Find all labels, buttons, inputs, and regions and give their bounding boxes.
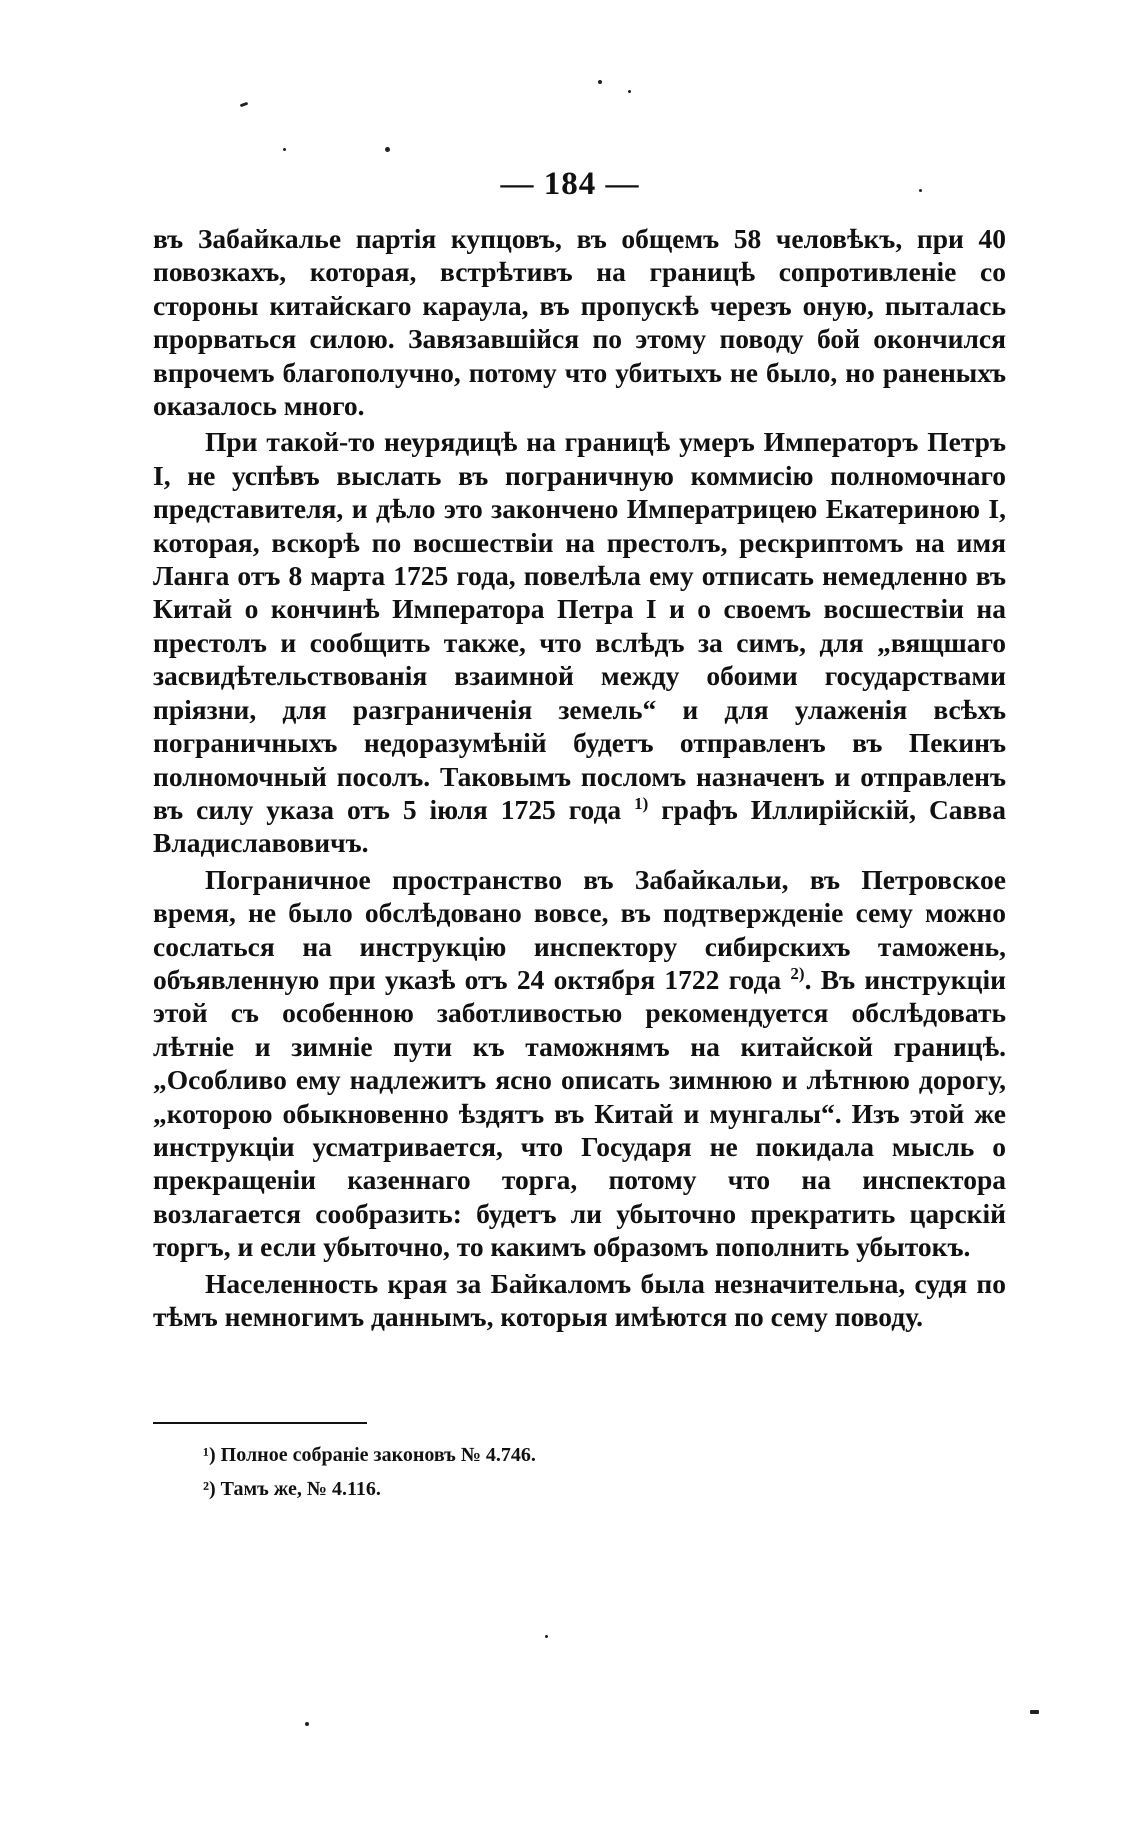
- paragraph-2-text-end: графъ Иллирійскій, Савва Владиславовичъ.: [153, 793, 1007, 859]
- scan-speck: [283, 148, 286, 151]
- scan-speck: [305, 1722, 309, 1726]
- scan-speck: [385, 147, 390, 152]
- paragraph-4-text: Населенность края за Байкаломъ была незначительна, судя по тѣмъ немногимъ даннымъ, которыя имѣются по сему поводу.: [153, 1267, 1006, 1332]
- paragraph-2-text: При такой-то неурядицѣ на границѣ умеръ Императоръ Петръ I, не успѣвъ выслать въ пограничную коммисію полномочнаго представителя, и дѣло это закончено Императрицею Екатериною I, которая, вскорѣ по восшествіи на престолъ, рескриптомъ на имя Ланга отъ 8 марта 1725 года, повелѣла ему отписать немедленно въ Китай о кончинѣ Императора Петра I и о своемъ восшествіи на престолъ и сообщить также, что вслѣдъ за симъ, для „вящшаго засвидѣтельствованія взаимной между обоими государствами пріязни, для разграниченія земель“ и для улаженія всѣхъ пограничныхъ недоразумѣній будетъ отправленъ въ Пекинъ полномочный посолъ. Таковымъ посломъ назначенъ и отправленъ въ силу указа отъ 5 іюля 1725 года: [153, 426, 1006, 825]
- footnotes: [203, 1438, 963, 1506]
- paragraph-3-text-end: . Въ инструкціи этой съ особенною заботливостью рекомендуется обслѣдовать лѣтніе и зимніе пути къ таможнямъ на китайской границѣ. „Особливо ему надлежитъ ясно описать зимнюю и лѣтнюю дорогу, „которою обыкновенно ѣздятъ въ Китай и мунгалы“. Изъ этой же инструкціи усматривается, что Государя не покидала мысль о прекращеніи казеннаго торга, потому что на инспектора возлагается сообразить: будетъ ли убыточно прекратить царскій торгъ, и если убыточно, то какимъ образомъ пополнить убытокъ.: [153, 963, 1006, 1263]
- scan-speck: [919, 189, 922, 192]
- footnote-2: ²) Тамъ же, № 4.116.: [203, 1478, 381, 1500]
- paragraph-4: [153, 1267, 1006, 1334]
- scan-speck: [545, 1635, 548, 1638]
- footnote-ref-1: 1): [634, 793, 649, 813]
- paragraph-2: [153, 425, 1006, 859]
- paragraph-3: [153, 863, 1006, 1264]
- scan-speck: [598, 80, 602, 84]
- footnote-1: ¹) Полное собраніе законовъ № 4.746.: [203, 1444, 536, 1466]
- scan-speck: [1030, 1710, 1039, 1714]
- footnote-ref-2: 2): [790, 963, 805, 983]
- body-text: [153, 222, 1006, 1333]
- paragraph-3-text: Пограничное пространство въ Забайкальи, въ Петровское время, не было обслѣдовано вовсе, въ подтвержденіе сему можно сослаться на инструкцію инспектору сибирскихъ таможень, объявленную при указѣ отъ 24 октября 1722 года: [153, 863, 1006, 995]
- paragraph-1: [153, 222, 1006, 422]
- scan-speck: [240, 102, 249, 108]
- paragraph-1-text: въ Забайкалье партія купцовъ, въ общемъ 58 человѣкъ, при 40 повозкахъ, которая, встрѣтивъ на границѣ сопротивленіе со стороны китайскаго караула, въ пропускѣ черезъ оную, пыталась прорваться силою. Завязавшійся по этому поводу бой окончился впрочемъ благополучно, потому что убитыхъ не было, но раненыхъ оказалось много.: [153, 223, 1006, 422]
- footnote-divider: [153, 1422, 367, 1424]
- scan-speck: [628, 90, 631, 93]
- page-number: — 184 —: [500, 166, 640, 202]
